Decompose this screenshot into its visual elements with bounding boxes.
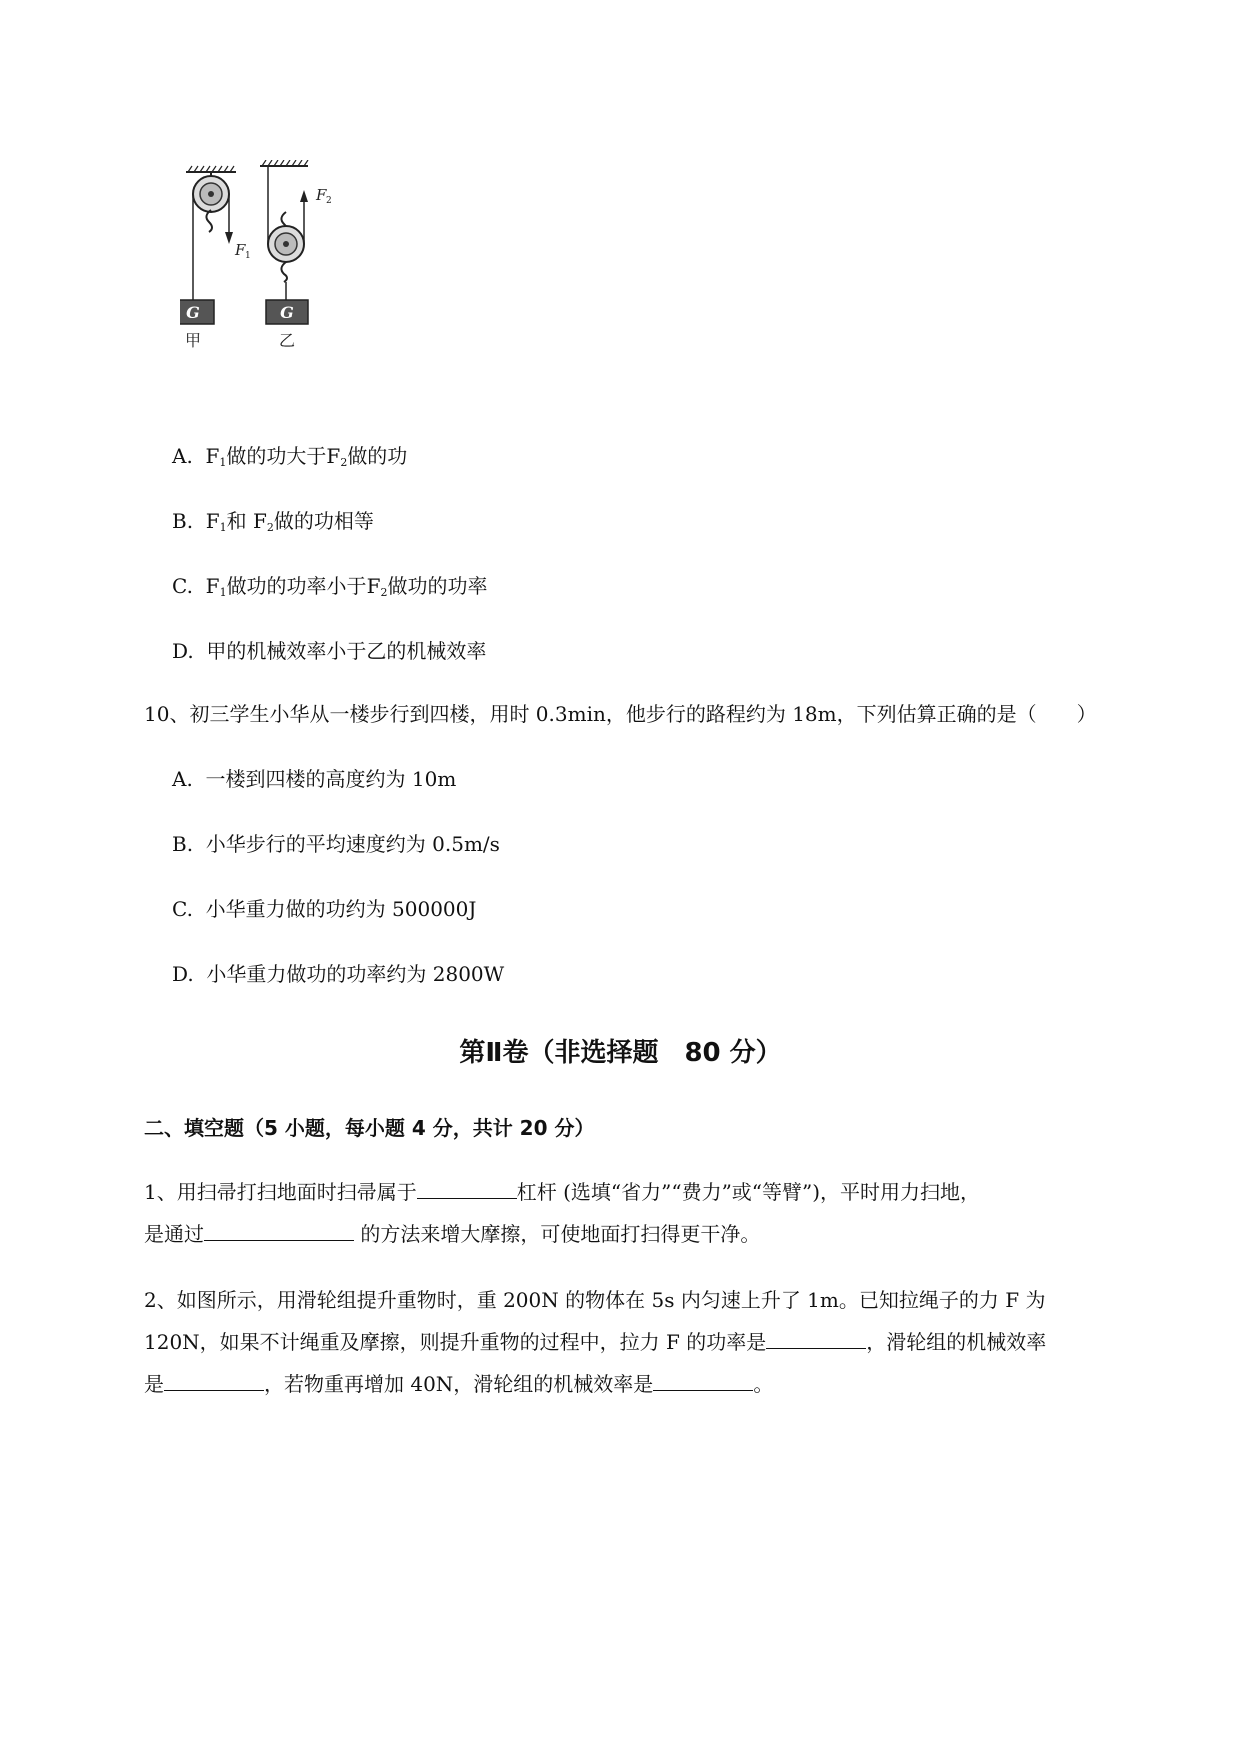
part2-title: 第Ⅱ卷（非选择题 80 分） xyxy=(459,1038,782,1068)
right-caption: 乙 xyxy=(278,331,296,350)
q10-option-a: A. 一楼到四楼的高度约为 10m xyxy=(172,767,457,791)
q10-option-b: B. 小华步行的平均速度约为 0.5m/s xyxy=(172,832,500,856)
section-heading: 二、填空题（5 小题，每小题 4 分，共计 20 分） xyxy=(144,1116,595,1140)
fill1-blank-2[interactable] xyxy=(204,1220,354,1241)
q9-option-d: D. 甲的机械效率小于乙的机械效率 xyxy=(172,639,487,663)
pulley-systems xyxy=(180,160,380,400)
fill1-blank-1[interactable] xyxy=(417,1178,517,1199)
fill2-line2: 120N，如果不计绳重及摩擦，则提升重物的过程中，拉力 F 的功率是 ，滑轮组的机械效率 xyxy=(144,1330,1047,1354)
force2-sub: 2 xyxy=(326,196,332,206)
fill1-line1: 1、用扫帚打扫地面时扫帚属于 杠杆 (选填“省力”“费力”或“等臂”)，平时用力扫地， xyxy=(144,1180,981,1204)
q9-option-c: C. $F_1$做功的功率小于$F_2$做功的功率 xyxy=(172,574,488,599)
q9-option-a: A. $F_1$做的功大于$F_2$做的功 xyxy=(172,444,408,469)
q9-option-b: B. $F_1$和 $F_2$做的功相等 xyxy=(172,509,374,534)
force1-sub: 1 xyxy=(245,251,251,261)
q10-stem: 10、初三学生小华从一楼步行到四楼，用时 0.3min，他步行的路程约为 18m，下列估算正确的是（ ） xyxy=(144,702,1097,726)
right-weight-label: G xyxy=(280,303,294,322)
q10-option-d: D. 小华重力做功的功率约为 2800W xyxy=(172,962,505,986)
q10-option-c: C. 小华重力做的功约为 500000J xyxy=(172,897,477,921)
fill2-blank-3[interactable] xyxy=(653,1370,753,1391)
fill2-line1: 2、如图所示，用滑轮组提升重物时，重 200N 的物体在 5s 内匀速上升了 1m。已知拉绳子的力 F 为 xyxy=(144,1288,1046,1312)
fill2-blank-1[interactable] xyxy=(766,1328,866,1349)
force2-label: F xyxy=(316,186,327,204)
left-weight-label: G xyxy=(186,303,200,322)
fill2-blank-2[interactable] xyxy=(164,1370,264,1391)
left-caption: 甲 xyxy=(184,331,202,350)
fill2-line3: 是 ，若物重再增加 40N，滑轮组的机械效率是 。 xyxy=(144,1372,774,1396)
fill1-line2: 是通过 的方法来增大摩擦，可使地面打扫得更干净。 xyxy=(144,1222,761,1246)
force1-label: F xyxy=(235,241,246,259)
